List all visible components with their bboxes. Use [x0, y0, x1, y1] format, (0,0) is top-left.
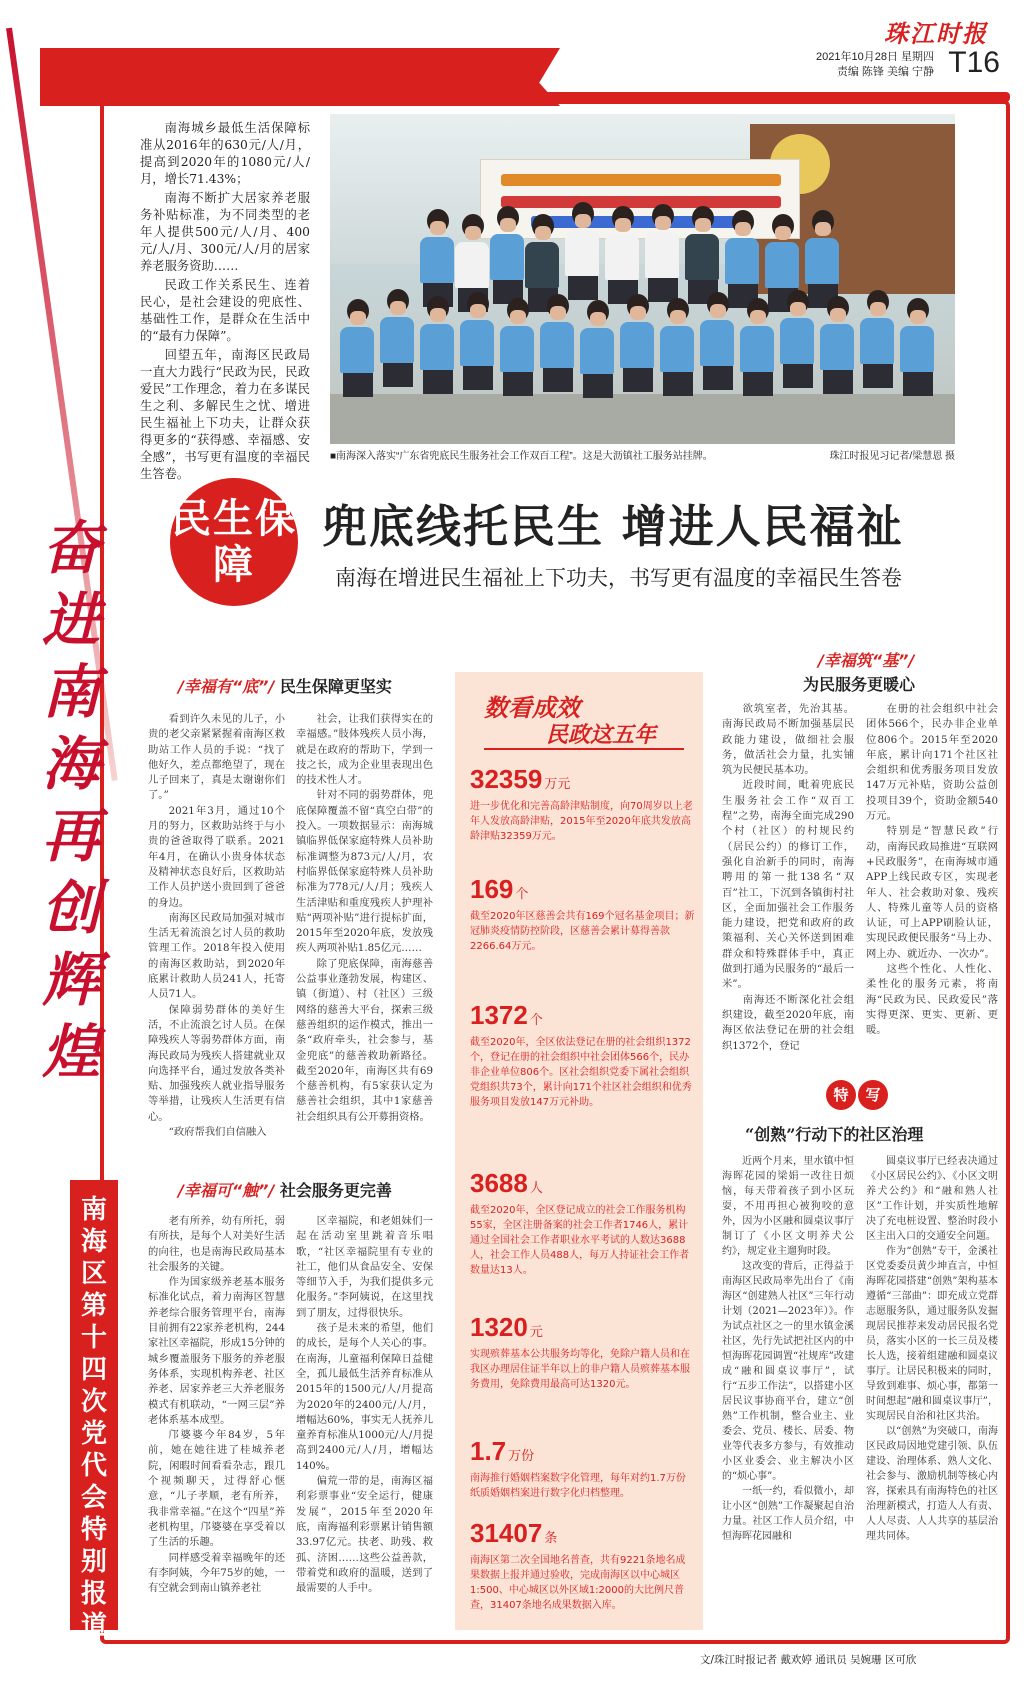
stat-block [470, 1168, 695, 1278]
article-column [148, 712, 285, 1152]
person [380, 289, 416, 387]
sub-headline: 南海在增进民生福祉上下功夫，书写更有温度的幸福民生答卷 [335, 566, 902, 590]
paragraph: 邝婆婆今年84岁，5年前，她在她往进了桂城养老院，闲暇时间看看杂志，跟几个视频聊天，过得舒心惬意，“儿子孝顺，老有所养，我非常幸福。”在这个“四星”养老机构里，邝婆婆在享受着以了生活的乐趣。 [148, 1429, 285, 1549]
intro-paragraph: 南海不断扩大居家养老服务补贴标准，为不同类型的老年人提供500元/人/月、400元/人/月、300元/人/月的居家养老服务资助…… [140, 191, 310, 273]
section-label: 社会服务更完善 [279, 1181, 392, 1200]
main-headline: 兜底线托民生 增进人民福祉 [322, 500, 904, 553]
intro-paragraph: 南海城乡最低生活保障标准从2016年的630元/人/月，提高到2020年的1080元/人/月，增长71.43%； [140, 121, 310, 186]
person [490, 206, 526, 304]
person [620, 294, 656, 392]
vertical-slogan: 奋进南海 再创辉煌 [41, 514, 100, 1086]
stat-unit: 万元 [544, 777, 571, 792]
person [900, 298, 936, 396]
section-label-red: /幸福筑“基”/ [818, 651, 915, 670]
section-label-red: /幸福有“底”/ [178, 677, 275, 696]
person [580, 300, 616, 398]
section-label: 民生保障更坚实 [279, 677, 392, 696]
paragraph: 同样感受着幸福晚年的还有李阿姨，今年75岁的她，一有空就会到南山镇养老社 [148, 1551, 285, 1595]
person [340, 299, 376, 397]
person [685, 206, 721, 304]
paragraph: 南海还不断深化社会组织建设，截至2020年底，南海区依法登记在册的社会组织1372个，登记 [722, 993, 854, 1052]
stat-unit: 个 [529, 1013, 543, 1028]
stat-block [470, 1518, 695, 1613]
photo-credit: 珠江时报见习记者/梁慧恩 摄 [829, 451, 955, 462]
stat-number: 32359 [470, 764, 543, 794]
person [740, 298, 776, 396]
paragraph: 作为“创熟”专干，金溪社区党委委员黄少坤直言，中恒海晖花园搭建“创熟”架构基本遵循“三部曲”：即充成立党群志愿服务队，通过服务队发掘现居民推荐来发动居民报名党员，落实小区的一长三员及楼长人选，接着组建融和圆桌议事厅。让居民积极来的同时，导致到难事、烦心事，都第一时间想起“融和圆桌议事厅”，实现居民自治和社区共治。 [866, 1246, 998, 1422]
paragraph: 欲筑室者，先治其基。南海民政局不断加强基层民政能力建设，做细社会服务，做活社会力量，扎实铺筑为民便民基本功。 [722, 703, 854, 777]
paragraph: 这些个性化、人性化、柔性化的服务元素，将南海“民政为民、民政爱民”落实得更深、更实、更新、更暖。 [866, 963, 998, 1037]
paragraph: “政府帮我们自信融入 [168, 1126, 267, 1139]
person [660, 298, 696, 396]
stat-block [470, 1436, 695, 1501]
stat-block [470, 1312, 695, 1392]
stat-block [470, 764, 695, 844]
stat-number: 1372 [470, 1000, 528, 1030]
person [565, 202, 601, 300]
panel-divider [484, 748, 684, 750]
stat-number: 1320 [470, 1312, 528, 1342]
paragraph: 这改变的背后，正得益于南海区民政局率先出台了《南海区“创建熟人社区”三年行动计划（2021—2023年）》。作为试点社区之一的里水镇金溪社区，先行先试把社区内的中恒海晖花园调置“社规库”改建成“融和圆桌议事厅”，试行“五步工作法”，以搭建小区居民议事协商平台，建立“创熟”工作机制，整合业主、业委会、党员、楼长、居委、物业等代表多方参与，有效推动小区业委会、业主解决小区的“烦心事”。 [722, 1261, 854, 1482]
masthead [0, 0, 1024, 96]
paragraph: 针对不同的弱势群体，兜底保障覆盖不留“真空白带”的投入。一项数据显示：南海城镇临界低保家庭特殊人员补助标准调整为873元/人/月，农村临界低保家庭特殊人员补助标准为778元/人/月；残疾人生活津贴和重度残疾人护理补贴“两项补贴”进行提标扩面，2015年至2020年底，发放残疾人两项补贴1.85亿元…… [296, 789, 433, 955]
stat-number: 169 [470, 874, 514, 904]
person [820, 296, 856, 394]
paragraph: 圆桌议事厅已经表决通过《小区居民公约》、《小区文明养犬公约》和“融和熟人社区”工作计划，并实质性地解决了充电桩设置、整治时段小区主出入口的交通安全问题。 [866, 1156, 998, 1242]
paragraph: 保障弱势群体的美好生活，不止流浪乞讨人员。在保障残疾人等弱势群体方面，南海民政局为残疾人搭建就业双向选择平台，通过发放各类补贴、加强残疾人就业指导服务等举措，让残疾人生活更有信心。 [148, 1003, 285, 1123]
stat-description: 截至2020年区慈善会共有169个冠名基金项目；新冠肺炎疫情防控阶段，区慈善会累计募得善款2266.64万元。 [470, 911, 695, 952]
paragraph: 特别是“智慧民政”行动，南海民政局推进“互联网+民政服务”，在南海城市通APP上线民政专区，实现老年人、社会救助对象、残疾人、特殊儿童等人员的资格认证，可上APP刷脸认证，实现民政便民服务“马上办、网上办、就近办、一次办”。 [866, 825, 998, 960]
article-column [148, 1214, 285, 1630]
stat-description: 南海推行婚姻档案数字化管理，每年对约1.7万份纸质婚姻档案进行数字化归档整理。 [470, 1473, 686, 1499]
photo-caption [330, 447, 955, 462]
article-column [722, 702, 854, 1072]
stat-description: 进一步优化和完善高龄津贴制度，向70周岁以上老年人发放高龄津贴，2015年至2020年底共发放高龄津贴32359万元。 [470, 801, 693, 842]
panel-title: 数看成效 [484, 693, 580, 722]
person [500, 298, 536, 396]
article-column [722, 1154, 854, 1630]
paragraph: 老有所养，幼有所托，弱有所扶，是每个人对美好生活的向往，也是南海民政局基本社会服务的关键。 [148, 1215, 285, 1273]
paragraph: 作为国家级养老基本服务标准化试点，着力南海区智慧养老综合服务管理平台，南海目前拥有22家养老机构，244家社区幸福院，形成15分钟的城乡覆盖服务下服务的养老服务体系，实现机构养老、社区养老、居家养老三大养老服务模式有机联动，“一网三层”养老体系基本成型。 [148, 1276, 285, 1426]
section-heading [178, 1178, 392, 1201]
article-column [866, 1154, 998, 1630]
stat-description: 截至2020年，全区登记成立的社会工作服务机构55家，全区注册备案的社会工作者1746人，累计通过全国社会工作者职业水平考试的人数达3688人，社会工作人员488人，每万人持证社会工作者数量达13人。 [470, 1205, 690, 1276]
person [420, 209, 456, 307]
person [780, 290, 816, 388]
section-heading [818, 648, 914, 671]
feature-tag: 特 [826, 1080, 856, 1110]
stat-block [470, 1000, 695, 1110]
paragraph: 近两个月来，里水镇中恒海晖花园的梁娟一改往日烦恼，每天带着孩子到小区玩耍，不用再担心被狗咬的意外，因为小区融和圆桌议事厅制订了《小区文明养犬公约》，规定业主遛狗时段。 [722, 1156, 854, 1257]
stat-description: 南海区第二次全国地名普查，共有9221条地名成果数据上报并通过验收，完成南海区以中心城区1:500、中心城区以外区域1:2000的大比例尺普查，31407条地名成果数据入库。 [470, 1555, 686, 1611]
person [645, 204, 681, 302]
paragraph: 近段时间，毗着兜底民生服务社会工作“双百工程”之势，南海全面完成290个村（社区）的村规民约（居民公约）的修订工作，强化自治新手的同时，南海聘用的第一批138名“双百”社工，下沉到各镇街村社区，全面加强社会工作服务能力建设，把党和政府的政策福利、关心关怀送到困难群众和特殊群体手中，真正做到打通为民服务的“最后一米”。 [722, 779, 854, 991]
intro-text [140, 120, 310, 485]
paragraph: 以“创熟”为突破口，南海区民政局因地党建引领、队伍建设、治理体系、熟人文化、社会参与、激励机制等核心内容，探索具有南海特色的社区治理新模式，打造人人有责、人人尽责、人人共享的基层治理共同体。 [866, 1426, 998, 1542]
newspaper-logo: 珠江时报 [884, 19, 988, 48]
person [460, 292, 496, 390]
issue-editors: 责编 陈锋 美编 宁静 [836, 66, 934, 78]
stat-unit: 个 [515, 887, 529, 902]
paragraph: 在册的社会组织中社会团体566个，民办非企业单位806个。2015年至2020年底，累计向171个社区社会组织和优秀服务项目发放147万元补贴，资助公益创投项目39个，资助金额540万元。 [866, 703, 998, 823]
article-column [296, 1214, 433, 1630]
group-photo [330, 114, 955, 444]
panel-subtitle: 民政这五年 [546, 722, 657, 748]
stat-number: 3688 [470, 1168, 528, 1198]
person [700, 292, 736, 390]
person [605, 206, 641, 304]
section-label-red: /幸福可“触”/ [178, 1181, 275, 1200]
paragraph: 南海区民政局加强对城市生活无着流浪乞讨人员的救助管理工作。2018年投入使用的南海区救助站，到2020年底累计救助人员241人，托寄人员71人。 [148, 911, 285, 1001]
person [540, 294, 576, 392]
article-column [296, 712, 433, 1152]
special-report-label: 南海区第十四次党代会特别报道 [70, 1180, 118, 1630]
byline: 文/珠江时报记者 戴欢婷 通讯员 吴婉珊 区可欣 [700, 1654, 917, 1666]
section-badge: 民生保障 [170, 478, 298, 606]
feature-tag: 写 [858, 1080, 888, 1110]
issue-info [816, 50, 934, 80]
section-heading-sub [803, 672, 915, 695]
article-column [866, 702, 998, 1072]
stat-description: 实现殡葬基本公共服务均等化，免除户籍人员和在我区办理居住证半年以上的非户籍人员殡葬基本服务费用，免除费用最高可达1320元。 [470, 1349, 690, 1390]
stat-block [470, 874, 695, 954]
feature-title: “创熟”行动下的社区治理 [745, 1125, 924, 1144]
issue-date: 2021年10月28日 星期四 [816, 51, 934, 63]
section-heading [178, 674, 392, 697]
person [860, 290, 896, 388]
page-number: T16 [948, 46, 1000, 79]
caption-text: ■南海深入落实“广东省兜底民生服务社会工作双百工程”。这是大沥镇社工服务站挂牌。 [330, 451, 713, 462]
paragraph: 区幸福院，和老姐妹们一起在活动室里跳着音乐唱歌，“社区幸福院里有专业的社工，他们从食品安全、安保等细节入手，为我们提供多元化服务。”李阿姨说，在这里找到了朋友，过得很快乐。 [296, 1215, 433, 1319]
stat-number: 1.7 [470, 1436, 507, 1466]
stat-unit: 人 [529, 1181, 543, 1196]
intro-paragraph: 回望五年，南海区民政局一直大力践行“民政为民，民政爱民”工作理念，着力在多谋民生之利、多解民生之忧、增进民生福祉上下功夫，让群众获得更多的“获得感、幸福感、安全感”，书写更有温度的幸福民生答卷。 [140, 348, 310, 481]
stat-description: 截至2020年，全区依法登记在册的社会组织1372个，登记在册的社会组织中社会团体566个，民办非企业单位806个。区社会组织党委下属社会组织党组织共73个，累计向171个社区社会组织和优秀服务项目发放147万元补助。 [470, 1037, 692, 1108]
paragraph: 社会，让我们获得实在的幸福感。”肢体残疾人员小海，就是在政府的帮助下，学到一技之长，成为企业里表现出色的技术性人才。 [296, 713, 433, 787]
paragraph: 孩子是未来的希望，他们的成长，是每个人关心的事。在南海，儿童福利保障日益健全，孤儿最低生活养育标准从2015年的1500元/人/月提高为2020年的2400元/人/月，增幅达60%，事实无人抚养儿童养育标准从1000元/人/月提高到2400元/人/月，增幅达140%。 [296, 1322, 433, 1472]
stat-unit: 条 [544, 1531, 558, 1546]
stat-unit: 元 [529, 1325, 543, 1340]
paragraph: 一纸一约，看似微小，却让小区“创熟”工作凝聚起自治力量。社区工作人员介绍，中恒海晖花园融和 [722, 1486, 854, 1542]
paragraph: 2021年3月，通过10个月的努力，区救助站终于与小贵的爸爸取得了联系。2021年4月，在确认小贵身体状态及精神状态良好后，区救助站工作人员护送小贵回到了爸爸的身边。 [148, 804, 285, 909]
paragraph: 除了兜底保障，南海慈善公益事业蓬勃发展，构建区、镇（街道）、村（社区）三级网络的慈善大平台，探索三级慈善组织的运作模式，推出一条“政府牵头，社会参与，基金兜底”的慈善救助新路径。截至2020年，南海区共有69个慈善机构，有5家获认定为慈善社会组织，其中1家慈善社会组织具有公开募捐资格。 [296, 957, 433, 1123]
stat-unit: 万份 [508, 1449, 535, 1464]
stat-number: 31407 [470, 1518, 543, 1548]
paragraph: 偏荒一带的是，南海区福利彩票事业“安全运行，健康发展”，2015年至2020年底，南海福利彩票累计销售额33.97亿元。扶老、助残、救孤、济困……这些公益善款，带着党和政府的温暖，送到了最需要的人手中。 [296, 1475, 433, 1595]
intro-paragraph: 民政工作关系民生、连着民心，是社会建设的兜底性、基础性工作，是群众在生活中的“最有力保障”。 [140, 278, 310, 343]
person [420, 296, 456, 394]
section-label: 为民服务更暖心 [803, 675, 916, 694]
paragraph: 看到许久未见的儿子，小贵的老父亲紧紧握着南海区救助站工作人员的手说：“找了他好久，差点都绝望了，现在儿子回来了，真是太谢谢你们了。” [148, 713, 285, 802]
